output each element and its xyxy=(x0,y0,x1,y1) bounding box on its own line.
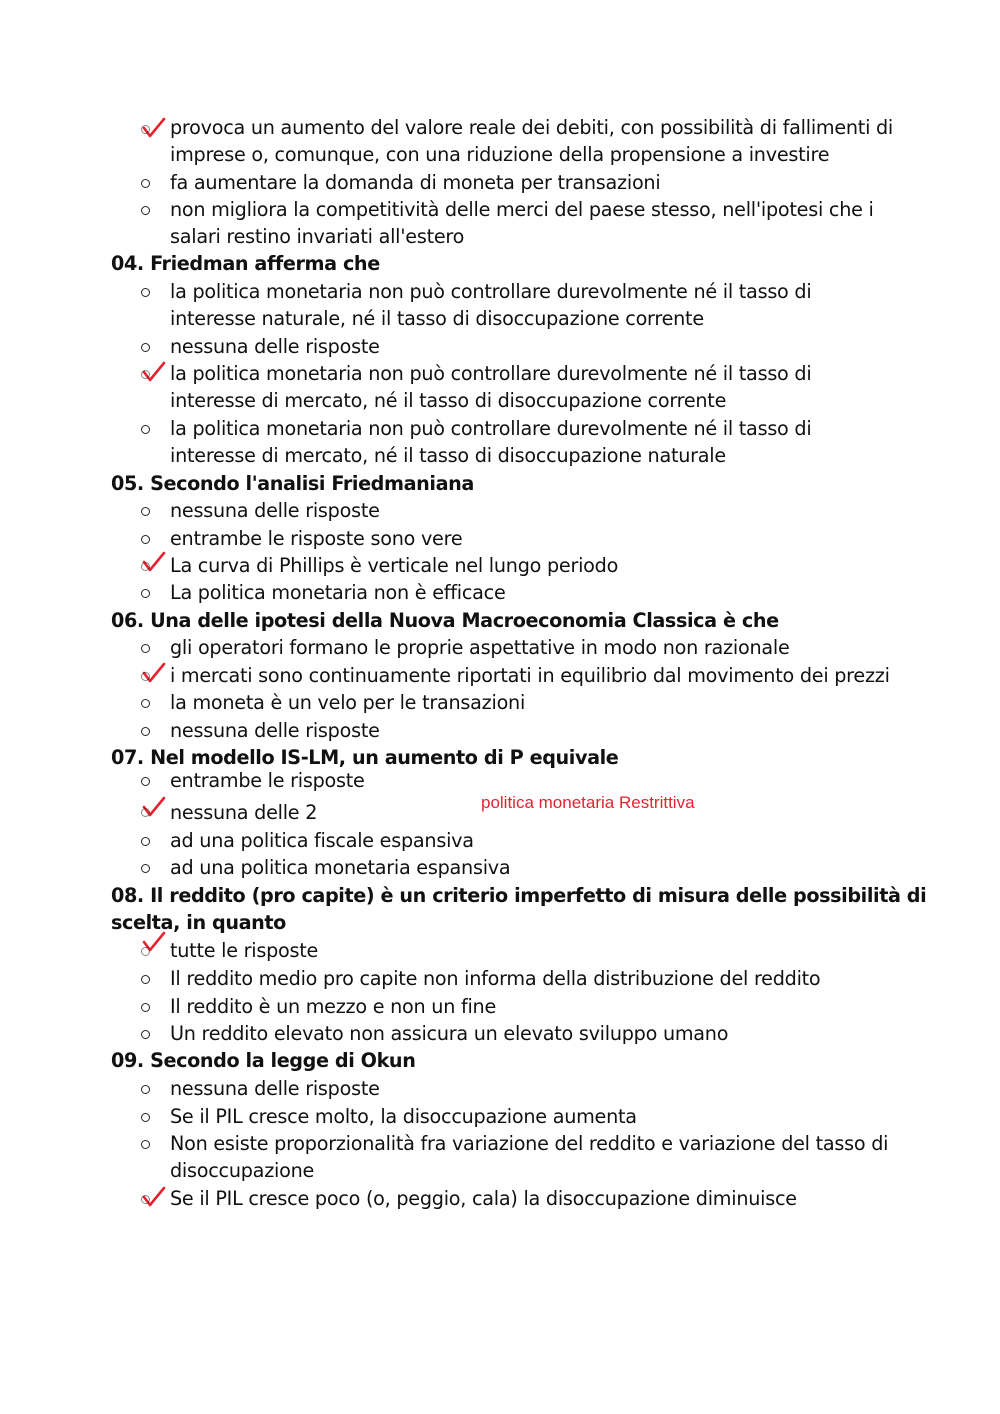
circle-bullet-icon xyxy=(141,1113,150,1122)
circle-bullet-icon xyxy=(141,507,150,516)
circle-bullet-icon xyxy=(141,672,150,681)
circle-bullet-icon xyxy=(141,808,150,817)
q05-option-3: La curva di Phillips è verticale nel lungo periodo xyxy=(170,554,619,577)
q08-option-1: tutte le risposte xyxy=(170,939,319,962)
q06-option-4: nessuna delle risposte xyxy=(170,719,380,742)
circle-bullet-icon xyxy=(141,535,150,544)
q03-option-1-line-2: imprese o, comunque, con una riduzione della propensione a investire xyxy=(170,143,830,166)
q08-question-line-2: scelta, in quanto xyxy=(111,911,286,934)
circle-bullet-icon xyxy=(141,589,150,598)
q09-option-4: Se il PIL cresce poco (o, peggio, cala) la disoccupazione diminuisce xyxy=(170,1187,797,1210)
circle-bullet-icon xyxy=(141,777,150,786)
q04-option-4-line-1: la politica monetaria non può controllare durevolmente né il tasso di xyxy=(170,417,812,440)
q04-option-4-line-2: interesse di mercato, né il tasso di disoccupazione naturale xyxy=(170,444,726,467)
circle-bullet-icon xyxy=(141,947,150,956)
q08-option-3: Il reddito è un mezzo e non un fine xyxy=(170,995,497,1018)
circle-bullet-icon xyxy=(141,179,150,188)
circle-bullet-icon xyxy=(141,1030,150,1039)
circle-bullet-icon xyxy=(141,343,150,352)
q04-option-1-line-2: interesse naturale, né il tasso di disoccupazione corrente xyxy=(170,307,704,330)
circle-bullet-icon xyxy=(141,1140,150,1149)
circle-bullet-icon xyxy=(141,370,150,379)
q05-option-4: La politica monetaria non è efficace xyxy=(170,581,506,604)
q03-option-3-line-2: salari restino invariati all'estero xyxy=(170,225,465,248)
q06-option-2: i mercati sono continuamente riportati in equilibrio dal movimento dei prezzi xyxy=(170,664,890,687)
q07-option-3: ad una politica fiscale espansiva xyxy=(170,829,474,852)
q07-option-2: nessuna delle 2 xyxy=(170,801,318,824)
circle-bullet-icon xyxy=(141,425,150,434)
q07-question: 07. Nel modello IS-LM, un aumento di P equivale xyxy=(111,746,619,769)
q05-question: 05. Secondo l'analisi Friedmaniana xyxy=(111,472,474,495)
circle-bullet-icon xyxy=(141,1195,150,1204)
q09-question: 09. Secondo la legge di Okun xyxy=(111,1049,416,1072)
q09-option-3-line-1: Non esiste proporzionalità fra variazione del reddito e variazione del tasso di xyxy=(170,1132,889,1155)
circle-bullet-icon xyxy=(141,837,150,846)
q07-option-1: entrambe le risposte xyxy=(170,769,365,792)
q03-option-3-line-1: non migliora la competitività delle merci del paese stesso, nell'ipotesi che i xyxy=(170,198,874,221)
handwritten-note: politica monetaria Restrittiva xyxy=(481,793,695,812)
circle-bullet-icon xyxy=(141,644,150,653)
circle-bullet-icon xyxy=(141,562,150,571)
circle-bullet-icon xyxy=(141,699,150,708)
q05-option-2: entrambe le risposte sono vere xyxy=(170,527,463,550)
q03-option-2: fa aumentare la domanda di moneta per transazioni xyxy=(170,171,661,194)
circle-bullet-icon xyxy=(141,125,150,134)
circle-bullet-icon xyxy=(141,206,150,215)
circle-bullet-icon xyxy=(141,288,150,297)
q04-question: 04. Friedman afferma che xyxy=(111,252,380,275)
q04-option-3-line-1: la politica monetaria non può controllare durevolmente né il tasso di xyxy=(170,362,812,385)
circle-bullet-icon xyxy=(141,864,150,873)
q09-option-2: Se il PIL cresce molto, la disoccupazione aumenta xyxy=(170,1105,637,1128)
q04-option-1-line-1: la politica monetaria non può controllare durevolmente né il tasso di xyxy=(170,280,812,303)
circle-bullet-icon xyxy=(141,975,150,984)
q06-option-3: la moneta è un velo per le transazioni xyxy=(170,691,526,714)
circle-bullet-icon xyxy=(141,727,150,736)
q05-option-1: nessuna delle risposte xyxy=(170,499,380,522)
q09-option-3-line-2: disoccupazione xyxy=(170,1159,315,1182)
circle-bullet-icon xyxy=(141,1003,150,1012)
q09-option-1: nessuna delle risposte xyxy=(170,1077,380,1100)
circle-bullet-icon xyxy=(141,1085,150,1094)
q06-question: 06. Una delle ipotesi della Nuova Macroeconomia Classica è che xyxy=(111,609,779,632)
q03-option-1-line-1: provoca un aumento del valore reale dei debiti, con possibilità di fallimenti di xyxy=(170,116,894,139)
q06-option-1: gli operatori formano le proprie aspettative in modo non razionale xyxy=(170,636,790,659)
q08-option-4: Un reddito elevato non assicura un elevato sviluppo umano xyxy=(170,1022,729,1045)
q04-option-2: nessuna delle risposte xyxy=(170,335,380,358)
q07-option-4: ad una politica monetaria espansiva xyxy=(170,856,511,879)
q08-question-line-1: 08. Il reddito (pro capite) è un criterio imperfetto di misura delle possibilità di xyxy=(111,884,927,907)
q08-option-2: Il reddito medio pro capite non informa della distribuzione del reddito xyxy=(170,967,821,990)
q04-option-3-line-2: interesse di mercato, né il tasso di disoccupazione corrente xyxy=(170,389,727,412)
